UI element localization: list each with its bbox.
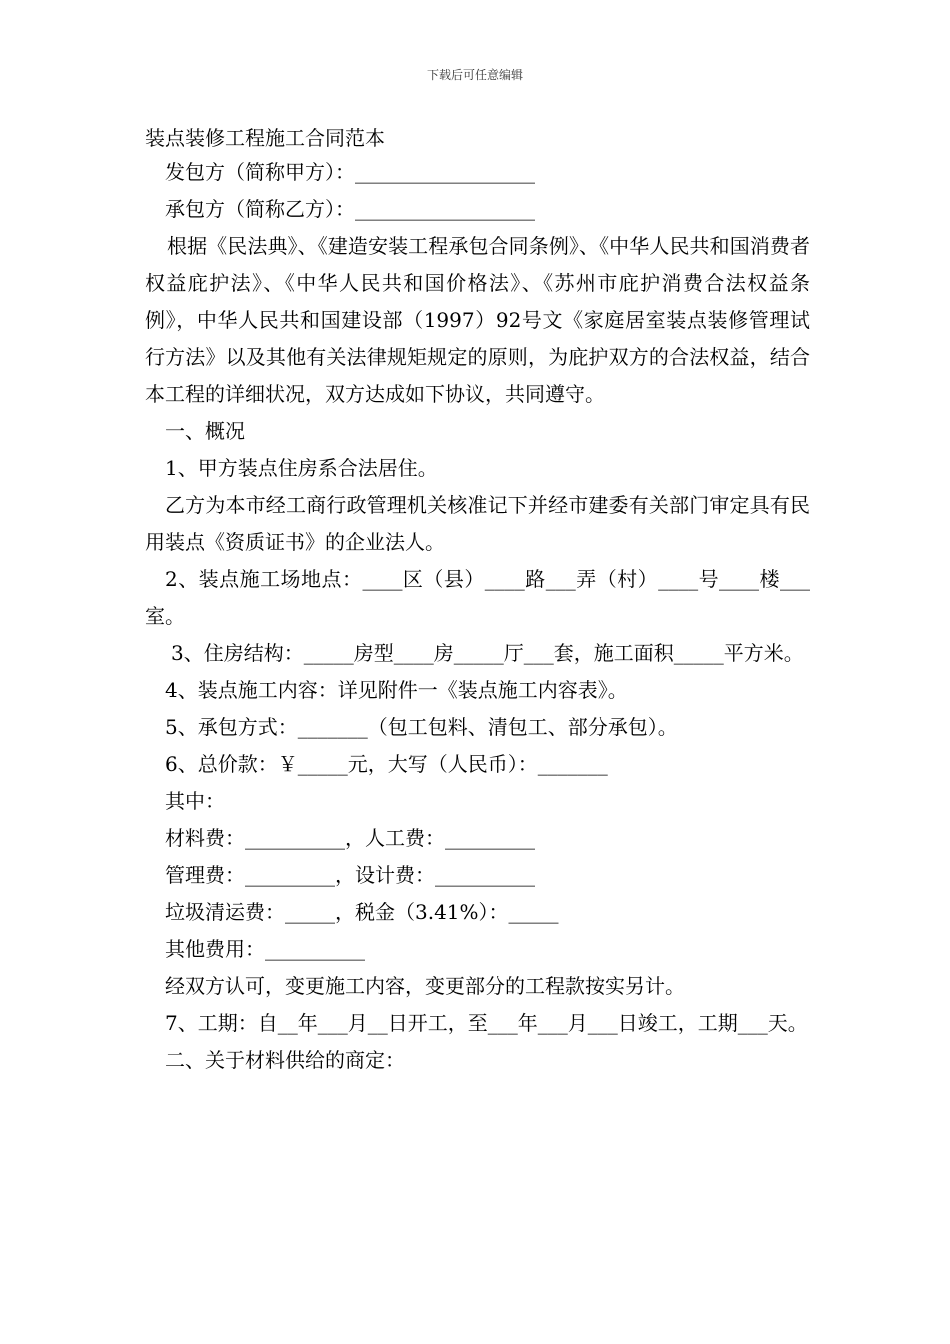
document-title: 装点装修工程施工合同范本 [145,126,385,150]
party-a-line: 发包方（简称甲方）：__________________ [165,160,535,184]
cleanup-tax-line: 垃圾清运费：_____，税金（3.41%）：_____ [165,900,559,924]
clause-1-contractor: 乙方为本市经工商行政管理机关核准记下并经市建委有关部门审定具有民用装点《资质证书》的企业法人。 [145,493,810,554]
preamble-paragraph: 根据《民法典》、《建造安装工程承包合同条例》、《中华人民共和国消费者权益庇护法》、《中华人民共和国价格法》、《苏州市庇护消费合法权益条例》，中华人民共和国建设部（1997）92号文《家庭居室装点装修管理试行方法》以及其他有关法律规矩规定的原则，为庇护双方的合法权益，结合本工程的详细状况，双方达成如下协议，共同遵守。 [145,234,810,406]
party-b-line: 承包方（简称乙方）：__________________ [165,197,535,221]
section-heading-materials: 二、关于材料供给的商定： [165,1048,405,1072]
section-heading-overview: 一、概况 [165,419,245,443]
page-header: 下载后可任意编辑 [426,68,523,82]
clause-1: 1、甲方装点住房系合法居住。 [165,456,438,480]
clause-4-content: 4、装点施工内容：详见附件一《装点施工内容表》。 [165,678,628,702]
clause-7-schedule: 7、工期：自__年___月__日开工，至___年___月___日竣工，工期___天。 [165,1011,808,1035]
price-breakdown-label: 其中： [165,789,225,813]
material-labor-fee-line: 材料费：__________，人工费：_________ [165,826,535,850]
other-fees-line: 其他费用：__________ [165,937,365,961]
clause-2-site-address: 2、装点施工场地点：____区（县）____路___弄（村）____号____楼___室。 [145,567,810,628]
clause-5-contract-mode: 5、承包方式：_______（包工包料、清包工、部分承包）。 [165,715,678,739]
change-note: 经双方认可，变更施工内容，变更部分的工程款按实另计。 [165,974,685,998]
document-body [145,122,810,1079]
management-design-fee-line: 管理费：_________，设计费：__________ [165,863,535,887]
clause-6-total-price: 6、总价款：￥_____元，大写（人民币）：_______ [165,752,608,776]
clause-3-structure: 3、住房结构：_____房型____房_____厅___套，施工面积_____平方米。 [171,641,804,665]
